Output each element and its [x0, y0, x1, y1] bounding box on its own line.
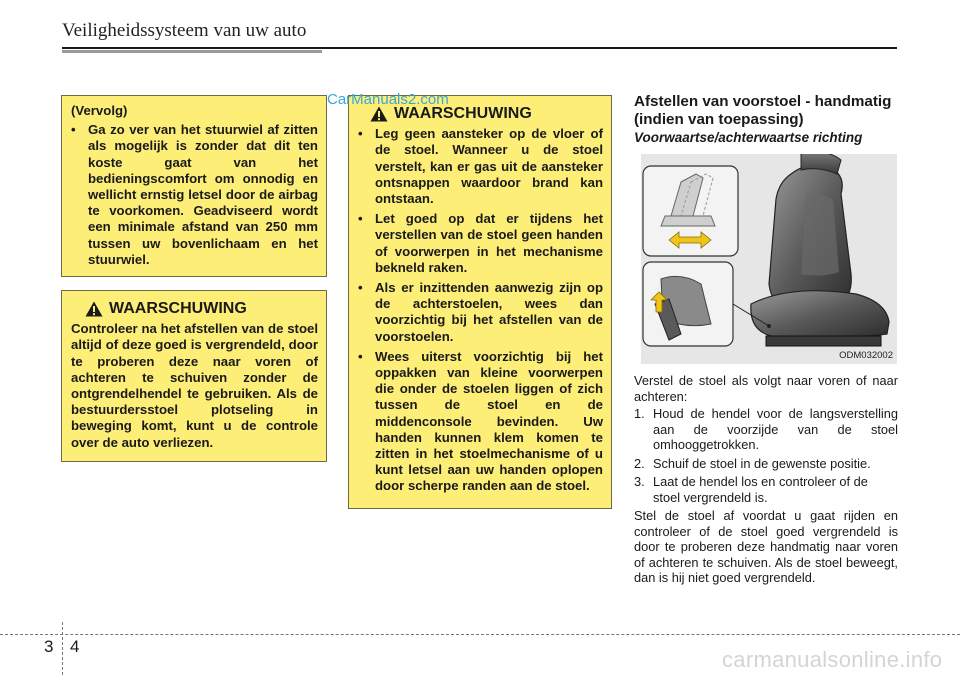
page-number: 4: [70, 637, 80, 656]
warning-heading: WAARSCHUWING: [370, 106, 603, 122]
seat-illustration-graphic: [641, 154, 897, 364]
warning-heading: WAARSCHUWING: [85, 301, 318, 317]
watermark-top: CarManuals2.com: [327, 91, 449, 108]
warning-text: Controleer na het afstellen van de stoel altijd of deze goed is vergrendeld, door te proberen deze naar voren of achteren te schuiven zonder de ontgrendelhendel te gebruiken. Als de bestuurdersstoel plotseling in beweging komt, kunt u de controle over de auto verliezen.: [71, 321, 318, 450]
figure-caption: ODM032002: [839, 350, 893, 361]
footer-rule: [0, 634, 960, 635]
intro-paragraph: Verstel de stoel als volgt naar voren of naar achteren:: [634, 373, 898, 404]
warning-bullet-list: [358, 126, 603, 494]
watermark-bottom: carmanualsonline.info: [722, 647, 943, 672]
seat-adjust-warning-box: [348, 95, 612, 509]
list-item: • Ga zo ver van het stuurwiel af zitten als mogelijk is zonder dat dit ten koste gaat van het bedieningscomfort om onnodig en wellicht ernstig letsel door de airbag te voorkomen. Geadviseerd wordt een minimale afstand van 250 mm tussen uw bovenlichaam en het stuurwiel.: [71, 122, 318, 268]
list-item: 3. Laat de hendel los en controleer of de stoel vergrendeld is.: [634, 474, 868, 505]
warning-triangle-icon: [370, 106, 388, 122]
section-title: Afstellen van voorstoel - handmatig (indien van toepassing): [634, 93, 892, 128]
header-rule: [62, 47, 897, 49]
seat-lock-warning-box: [61, 290, 327, 462]
header-accent-rule: [62, 50, 322, 53]
continued-warning-box: [61, 95, 327, 277]
continued-label: (Vervolg): [71, 103, 128, 118]
closing-paragraph: Stel de stoel af voordat u gaat rijden en controleer of de stoel goed vergrendeld is door te proberen deze handmatig naar voren of achteren te schuiven. Als de stoel beweegt, dan is hij niet goed vergrendeld.: [634, 508, 898, 585]
warning-triangle-icon: [85, 301, 103, 317]
list-item: • Als er inzittenden aanwezig zijn op de achterstoelen, wees dan voorzichtig bij het afstellen van de voorstoelen.: [358, 280, 603, 345]
page-header-title: Veiligheidssysteem van uw auto: [62, 20, 307, 41]
footer-divider: [62, 622, 63, 675]
continued-bullet-list: [71, 122, 318, 268]
list-item: • Leg geen aansteker op de vloer of de stoel. Wanneer u de stoel verstelt, kan er gas uit de aansteker ontsnappen waardoor brand kan ontstaan.: [358, 126, 603, 207]
list-item: 1. Houd de hendel voor de langsverstelling aan de voorzijde van de stoel omhooggetrokken.: [634, 406, 898, 452]
section-subtitle: Voorwaartse/achterwaartse richting: [634, 130, 863, 145]
list-item: 2. Schuif de stoel in de gewenste positie.: [634, 455, 871, 471]
seat-illustration: [641, 154, 897, 364]
list-item: • Wees uiterst voorzichtig bij het oppakken van kleine voorwerpen die onder de stoelen liggen of zich tussen de stoel en de middenconsole bevinden. Uw handen kunnen klem komen te zitten in het stoelmechanisme of u kunt letsel aan uw handen oplopen door scherpe randen aan de stoel.: [358, 349, 603, 495]
list-item: • Let goed op dat er tijdens het verstellen van de stoel geen handen of voorwerpen in het mechanisme bekneld raken.: [358, 211, 603, 276]
adjust-steps-list: [634, 406, 898, 508]
section-number: 3: [44, 637, 54, 656]
